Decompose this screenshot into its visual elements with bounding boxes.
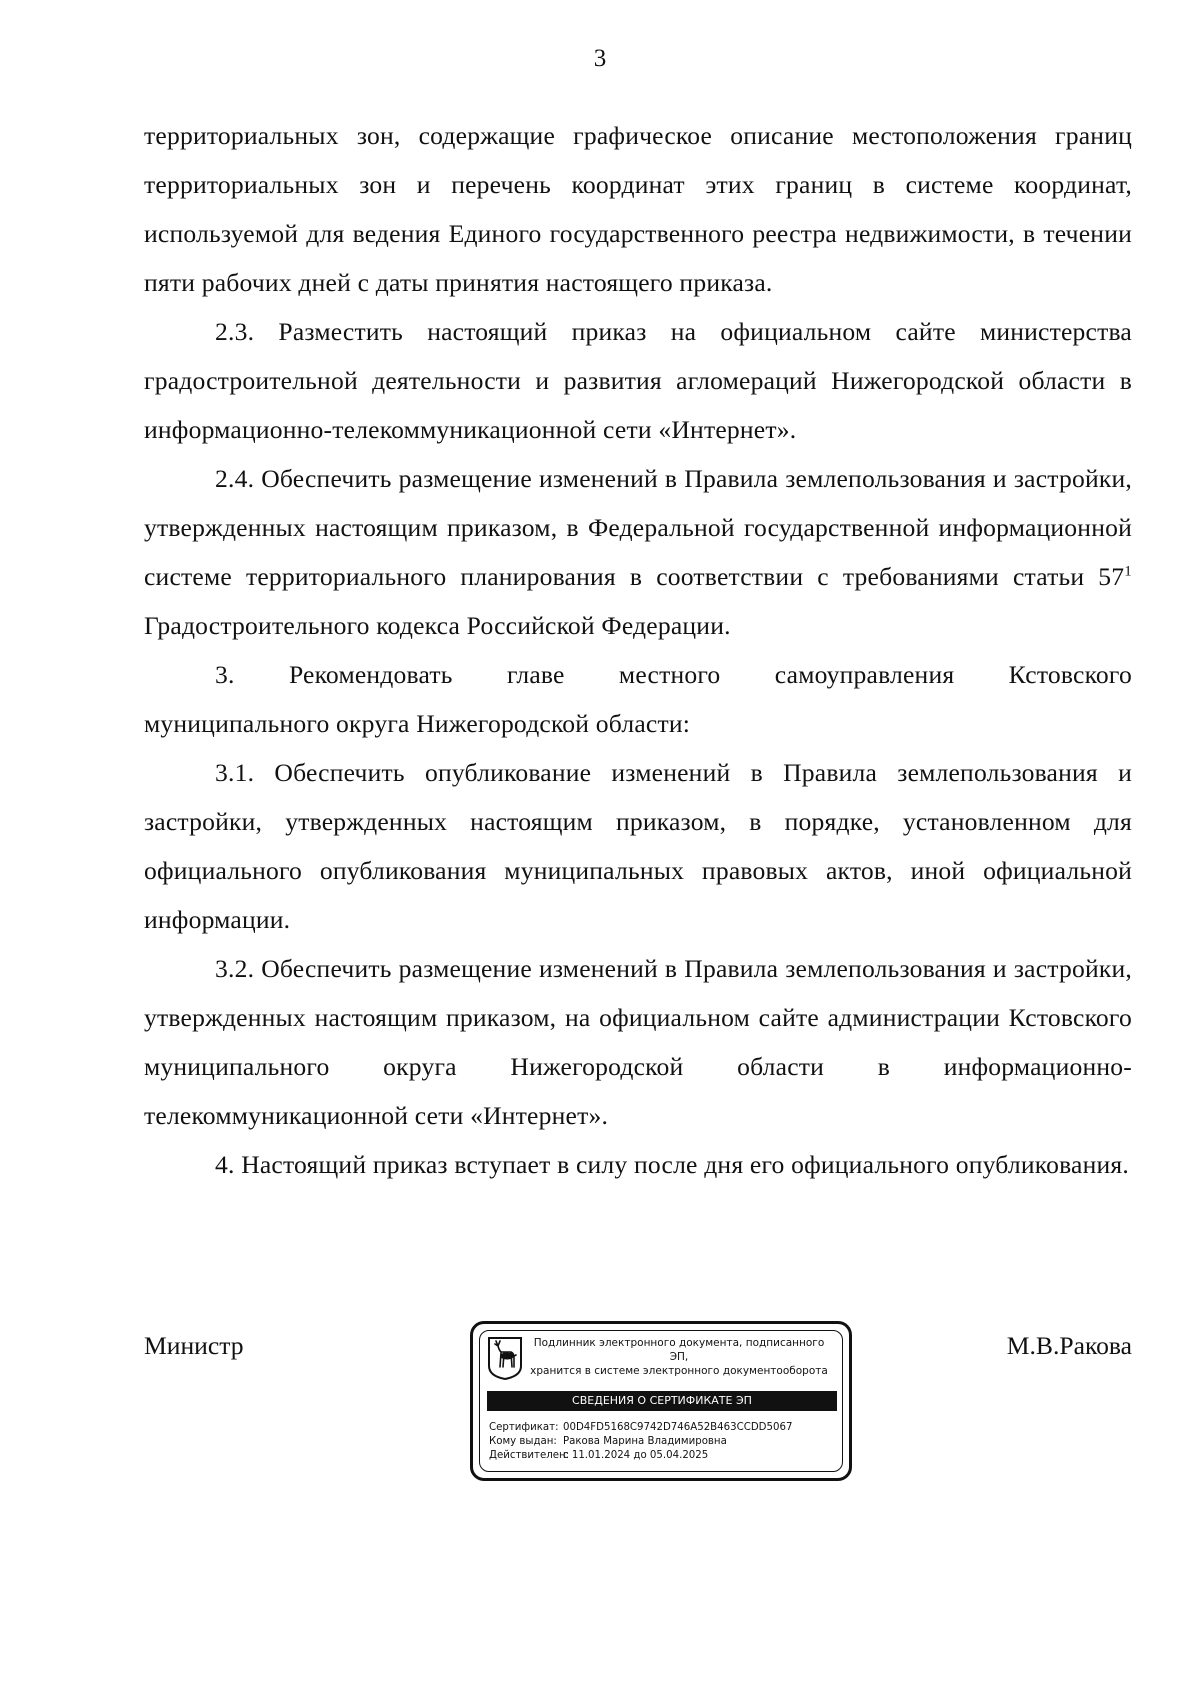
- stamp-certificate-bar: СВЕДЕНИЯ О СЕРТИФИКАТЕ ЭП: [487, 1391, 837, 1411]
- certificate-label: Сертификат:: [489, 1422, 559, 1433]
- certificate-row: [489, 1421, 839, 1435]
- paragraph-2-4-tail: Градостроительного кодекса Российской Федерации.: [144, 611, 731, 640]
- superscript-1: 1: [1124, 563, 1132, 580]
- valid-value: с 11.01.2024 до 05.04.2025: [563, 1450, 709, 1461]
- paragraph-3-1: 3.1. Обеспечить опубликование изменений в Правила землепользования и застройки, утвержденных настоящим приказом, в порядке, установленном для официального опубликования муниципальных правовых актов, иной официальной информации.: [144, 758, 1132, 934]
- valid-row: [489, 1449, 839, 1463]
- paragraph-3-line1: 3. Рекомендовать главе местного самоуправления Кстовского: [215, 660, 1132, 689]
- electronic-signature-stamp: [470, 1321, 852, 1481]
- signer-name: М.В.Ракова: [1006, 1331, 1132, 1360]
- paragraph-2-4-text: 2.4. Обеспечить размещение изменений в Правила землепользования и застройки, утвержденных настоящим приказом, в Федеральной государственной информационной системе территориального планирования в соответствии с требованиями статьи 57: [144, 464, 1132, 591]
- paragraph-territorial-zones: территориальных зон, содержащие графическое описание местоположения границ территориальных зон и перечень координат этих границ в системе координат, используемой для ведения Единого государственного реестра недвижимости, в течении пяти рабочих дней с даты принятия настоящего приказа.: [144, 121, 1132, 297]
- stamp-details: [489, 1421, 839, 1463]
- issued-to-row: [489, 1435, 839, 1449]
- stamp-header-line2: хранится в системе электронного документооборота: [530, 1365, 828, 1377]
- issued-to-label: Кому выдан:: [489, 1436, 557, 1447]
- signer-title: Министр: [144, 1331, 244, 1360]
- page-number: 3: [593, 45, 607, 72]
- paragraph-2-3: 2.3. Разместить настоящий приказ на официальном сайте министерства градостроительной деятельности и развития агломераций Нижегородской области в информационно-телекоммуникационной сети «Интернет».: [144, 317, 1132, 444]
- certificate-value: 00D4FD5168C9742D746A52B463CCDD5067: [563, 1422, 793, 1433]
- stamp-header-line1: Подлинник электронного документа, подписанного ЭП,: [533, 1337, 825, 1363]
- paragraph-2-4: [144, 454, 1132, 650]
- paragraph-3-line2: муниципального округа Нижегородской области:: [144, 709, 691, 738]
- paragraph-4: 4. Настоящий приказ вступает в силу после дня его официального опубликования.: [215, 1150, 1129, 1179]
- issued-to-value: Ракова Марина Владимировна: [563, 1436, 727, 1447]
- deer-emblem-icon: [487, 1336, 523, 1380]
- document-body: [144, 111, 1132, 1189]
- stamp-header: [529, 1336, 829, 1378]
- paragraph-3-2: 3.2. Обеспечить размещение изменений в Правила землепользования и застройки, утвержденных настоящим приказом, на официальном сайте администрации Кстовского муниципального округа Нижегородской области в информационно-телекоммуникационной сети «Интернет».: [144, 954, 1132, 1130]
- valid-label: Действителен:: [489, 1450, 570, 1461]
